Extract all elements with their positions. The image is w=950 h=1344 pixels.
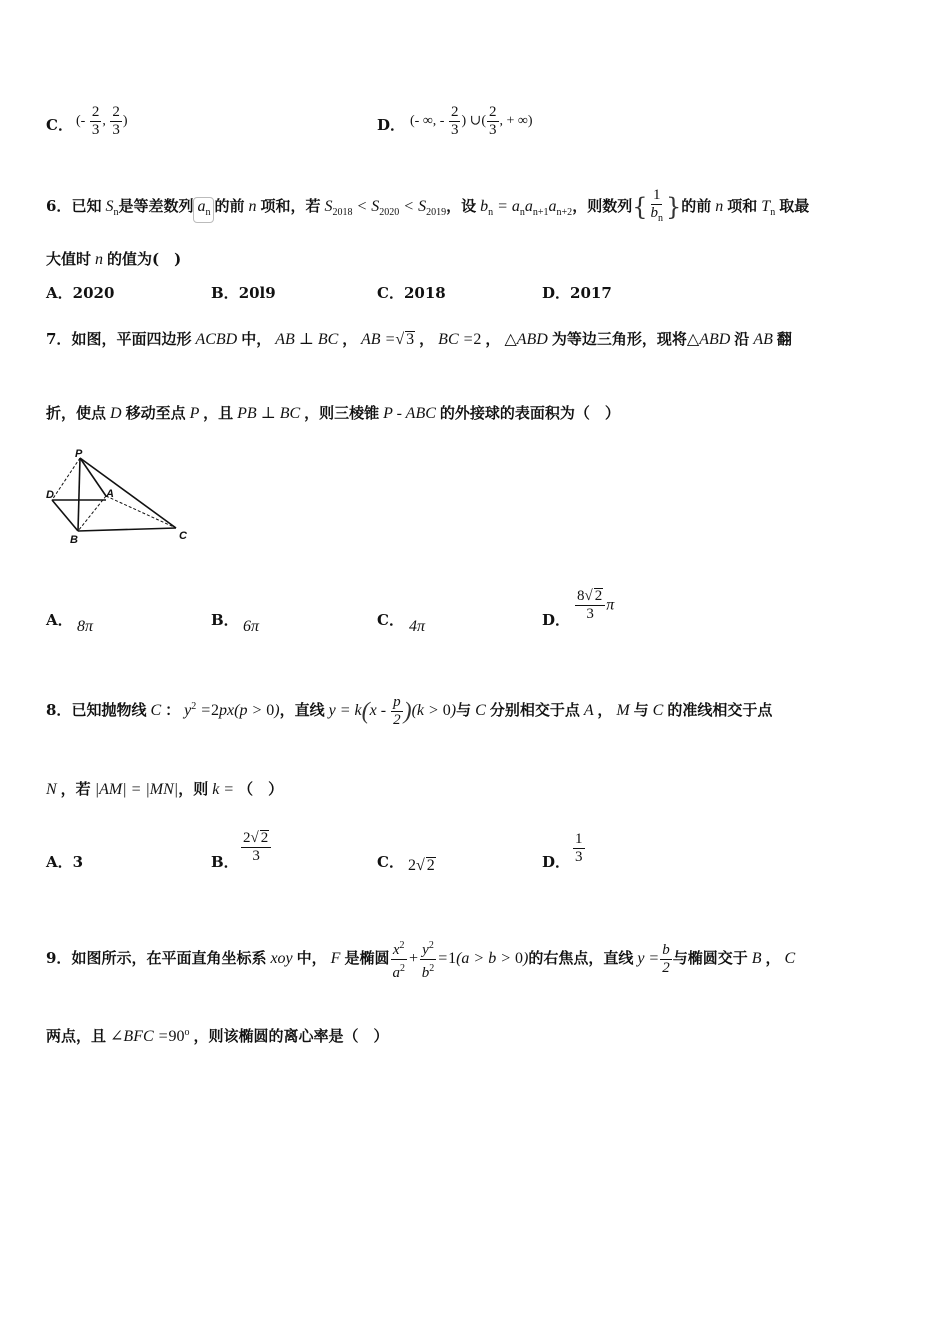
q6-math-sn: $S_n$ [101, 198, 119, 218]
q6-math-bn: $b_n = a_na_{n+1}a_{n+2}$ [476, 198, 573, 218]
q7-text: 翻 [776, 330, 792, 348]
q7-text: 沿 [734, 330, 750, 348]
q9-math-f: F [326, 950, 345, 968]
q7-choice-c-value: 4π [409, 618, 426, 635]
q8-choice-b-label: B． [211, 853, 239, 871]
q9-number: 9． [46, 949, 72, 968]
q7-choice-a-label: A． [46, 611, 73, 629]
q7-choice-a-value: 8π [77, 618, 94, 635]
q6-text: ，则数列 [572, 197, 633, 215]
edge-db [52, 500, 78, 531]
edge-pd-hidden [52, 458, 80, 500]
q9-math-c: C [780, 950, 796, 968]
q8-choice-d-label: D． [542, 853, 571, 871]
edge-ab-hidden [78, 496, 106, 531]
q7-choice-c-label: C． [377, 611, 404, 629]
q8-text: 已知抛物线 [71, 701, 147, 720]
q9-math-ellipse: $\frac{x^2}{a^2}$ + $\frac{y^2}{b^2}$ =1(a > b > 0) [389, 950, 528, 967]
q6-math-inequality: $S_{2018} < S_{2020} < S_{2019}$ [320, 198, 447, 218]
q8-math-c2: C [471, 702, 490, 720]
q7-math-bc-2: BC =2 [434, 331, 482, 348]
q8-text: ，若 [60, 780, 91, 798]
q7-math-p-abc: P - ABC [379, 405, 440, 422]
q7-text: ， [485, 330, 501, 348]
q6-text: 的前 [681, 197, 712, 215]
q7-math-triangle-abd-2: △ABD [686, 331, 735, 348]
q6-text: 取最 [779, 197, 810, 215]
q7-text: ， [342, 330, 358, 348]
q6-text: 的前 [214, 197, 245, 215]
q6-math-an: $a_n$ [193, 197, 214, 223]
q8-math-k: k = [208, 781, 239, 798]
q9-text: 如图所示，在平面直角坐标系 [71, 949, 267, 968]
q7-text: ， [419, 330, 435, 348]
q7-text: 为等边三角形，现将 [551, 330, 687, 348]
q6-choice-a: A．2020 [46, 284, 115, 302]
q6-math-n: n [244, 198, 261, 215]
q7-text: ，则三棱锥 [304, 404, 380, 422]
q8-choice-a: A．3 [46, 853, 84, 871]
q9-text: 与椭圆交于 [672, 949, 748, 968]
q7-math-triangle-abd: △ABD [504, 331, 552, 348]
label-p: P [75, 448, 83, 460]
right-brace-symbol: } [665, 193, 682, 221]
q6-choice-b: B．20l9 [211, 284, 276, 302]
q6-text: 已知 [71, 197, 102, 215]
q8-choice-c-label: C． [377, 853, 404, 871]
q8-text: （ ） [238, 780, 284, 798]
q8-text: 与 [633, 701, 649, 720]
label-c: C [179, 530, 187, 542]
q8-text: 分别相交于点 [489, 701, 580, 720]
edge-bc [78, 528, 176, 531]
q7-text: 中， [241, 330, 272, 348]
label-b: B [70, 534, 78, 546]
q8-text: ，直线 [279, 701, 325, 720]
q6-math-n3: n [91, 251, 108, 268]
q8-math-m: M [612, 702, 634, 720]
question-8-line-2 [46, 780, 283, 799]
q9-text: 两点，且 [46, 1027, 107, 1045]
q5-choice-c-label: C． [46, 116, 73, 134]
q6-math-n2: n [711, 198, 728, 215]
q9-math-b: B [747, 950, 766, 968]
pyramid-figure [44, 448, 194, 548]
q8-choice-d-math: $\frac{1}{3}$ [575, 831, 583, 865]
q9-text: 的右焦点，直线 [528, 949, 634, 968]
question-7-line-1 [46, 330, 792, 349]
q9-text: 是椭圆 [344, 949, 390, 968]
q6-math-1-over-bn: $\frac{1}{b_n}$ [650, 187, 663, 224]
q9-math-xoy: xoy [266, 950, 297, 968]
q8-text: ， [597, 701, 613, 720]
q8-text: 的准线相交于点 [667, 701, 773, 720]
edge-pa [80, 458, 106, 496]
q8-math-c3: C [648, 702, 668, 720]
q7-math-p: P [185, 405, 204, 422]
label-a: A [106, 488, 114, 500]
q6-text: 是等差数列 [118, 197, 194, 215]
q5-choice-d-math: (- ∞, - $\frac{2}{3}$ ) ∪( $\frac{2}{3}$ , + ∞) [410, 104, 533, 138]
q8-math-line: y = k(x - $\frac{p}{2}$ )(k > 0) [324, 694, 457, 728]
q6-text: 项和，若 [260, 197, 321, 215]
edge-ac-hidden [106, 496, 176, 528]
question-6-line-1 [46, 187, 809, 227]
q5-choice-c-math: (- $\frac{2}{3}$ , $\frac{2}{3}$ ) [76, 104, 128, 138]
q7-math-acbd: ACBD [191, 331, 242, 348]
q8-math-n: N [46, 781, 61, 798]
question-9-line-2 [46, 1024, 388, 1046]
edge-pb [78, 458, 80, 531]
question-6-line-2 [46, 250, 181, 269]
q6-text: 项和 [727, 197, 758, 215]
q6-text: 大值时 [46, 250, 92, 268]
question-9-line-1 [46, 937, 795, 982]
q7-math-d: D [106, 405, 126, 422]
q8-math-am-mn: |AM| = |MN| [90, 781, 179, 798]
question-8-line-1 [46, 694, 772, 729]
q8-math-a: A [579, 702, 598, 720]
q9-math-y-b2: y = $\frac{b}{2}$ [633, 942, 670, 976]
q8-text: 与 [456, 701, 472, 720]
q9-math-angle: ∠BFC $=90^o$ [110, 1027, 190, 1045]
q8-choice-b-math: $\frac{2√ 2}{3}$ [240, 830, 272, 865]
q7-choice-b-label: B． [211, 611, 239, 629]
q7-text: ，且 [203, 404, 234, 422]
q6-text: ，设 [446, 197, 477, 215]
q8-text: ： [165, 701, 181, 720]
q7-math-pb-perp-bc: PB ⊥ BC [233, 405, 305, 422]
q8-text: ，则 [178, 780, 209, 798]
q7-choice-d-math: $\frac{8√ 2}{3}$ π [577, 588, 615, 622]
q7-math-ab-sqrt3: AB =√ 3 [357, 331, 415, 348]
q6-choice-c: C．2018 [377, 284, 446, 302]
q7-text: 如图，平面四边形 [71, 330, 192, 348]
q9-text: ，则该椭圆的离心率是（ ） [193, 1027, 389, 1045]
left-brace-symbol: { [632, 193, 648, 221]
q6-math-tn: $T_n$ [757, 198, 776, 218]
q7-text: 移动至点 [125, 404, 186, 422]
label-d: D [46, 489, 54, 501]
q7-number: 7． [46, 330, 72, 348]
q9-text: 中， [296, 949, 327, 968]
q6-choice-d: D．2017 [542, 284, 612, 302]
q7-choice-b-value: 6π [243, 618, 260, 635]
q8-choice-c-math: 2√ 2 [408, 857, 435, 874]
q7-choice-d-label: D． [542, 611, 571, 629]
q7-text: 的外接球的表面积为（ ） [439, 404, 620, 422]
q8-math-c: C [146, 702, 166, 720]
q9-text: ， [765, 949, 781, 968]
q7-math-ab-perp-bc: AB ⊥ BC [271, 331, 343, 348]
q8-number: 8． [46, 701, 72, 720]
q7-math-ab: AB [749, 331, 777, 348]
edge-pc [80, 458, 176, 528]
q5-choice-d-label: D． [377, 116, 406, 134]
q6-text: 的值为( ) [107, 250, 182, 268]
q6-number: 6． [46, 197, 72, 215]
question-7-line-2 [46, 404, 620, 423]
q8-math-parabola: $y^2 =2px(p > 0)$ [180, 701, 280, 720]
q7-text: 折，使点 [46, 404, 107, 422]
